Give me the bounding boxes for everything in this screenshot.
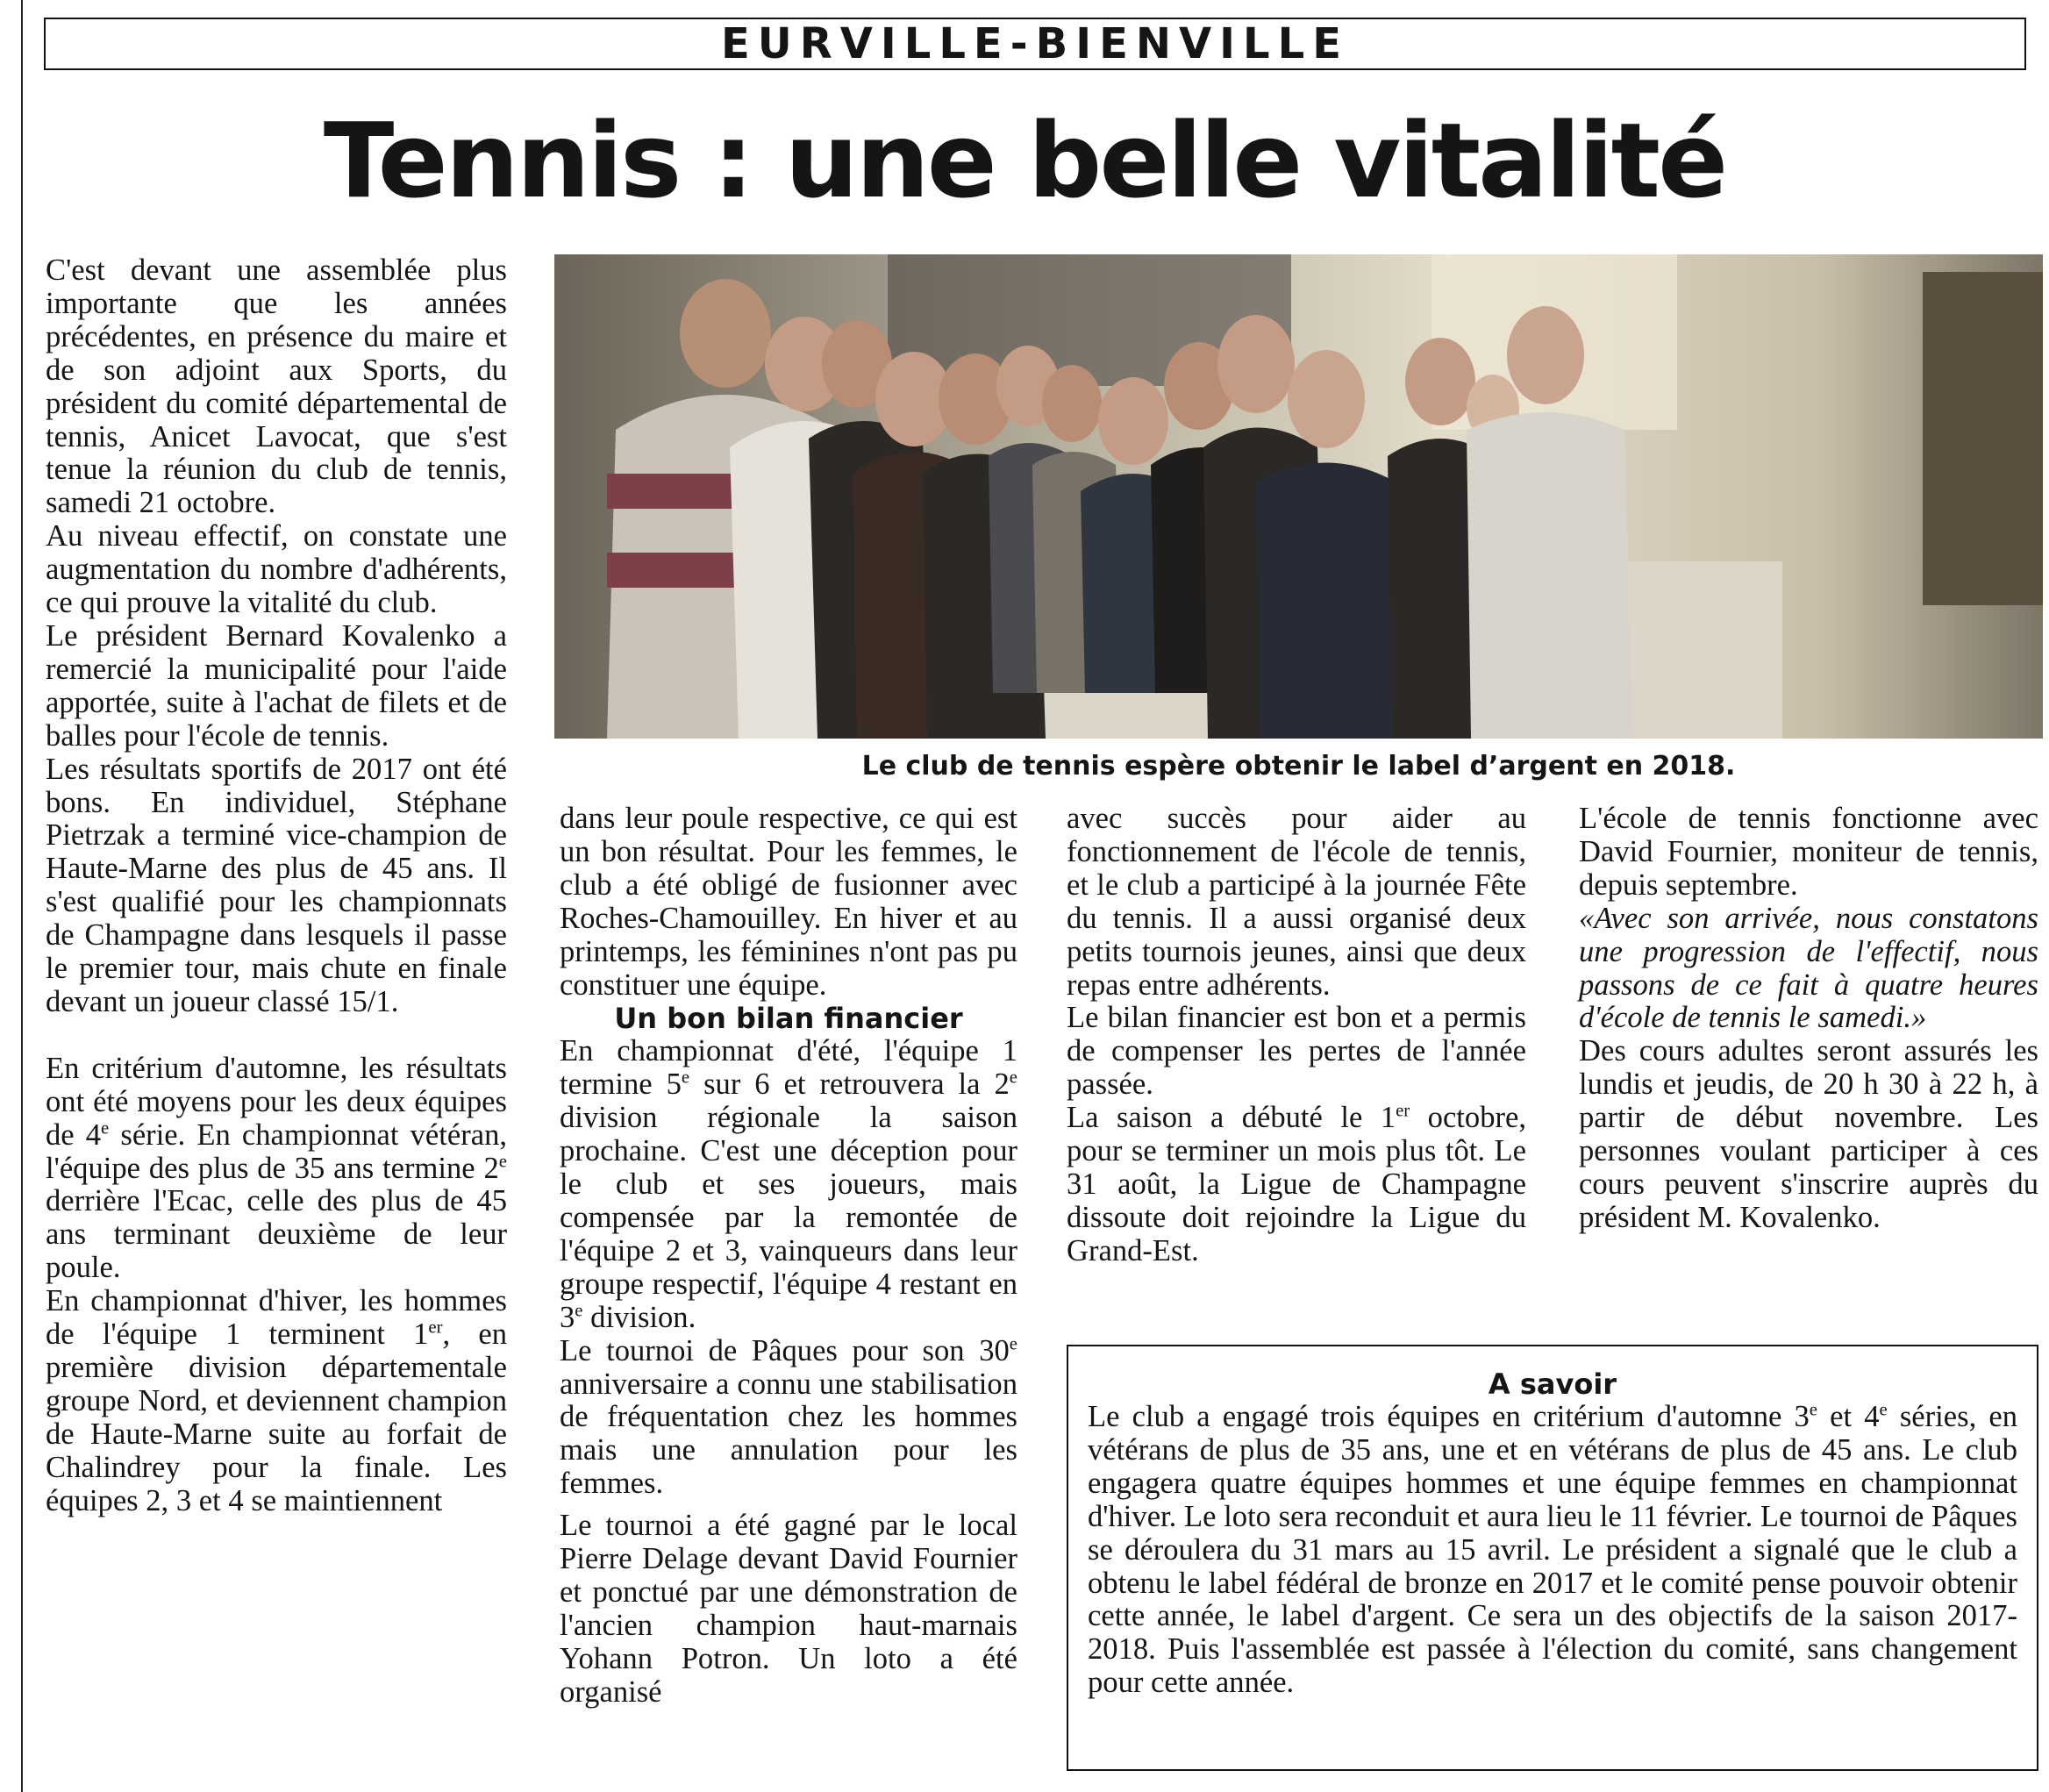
paragraph-effectif: Au niveau effectif, on constate une augmentation du nombre d'adhérents, ce qui prouve la vitalité du club. [46, 519, 507, 620]
paragraph-poule: dans leur poule respective, ce qui est un bon résultat. Pour les femmes, le club a été obligé de fusionner avec Roches-Chamouilley. En hiver et au printemps, les féminines n'ont pas pu constituer une équipe. [560, 802, 1017, 1002]
article-column-2 [560, 803, 1017, 1710]
quote-moniteur: «Avec son arrivée, nous constatons une progression de l'effectif, nous passons de ce fait à quatre heures d'école de tennis le samedi.» [1579, 901, 2038, 1035]
subheading-bilan: Un bon bilan financier [614, 1002, 963, 1036]
paragraph-cours-adultes: Des cours adultes seront assurés les lundis et jeudis, de 20 h 30 à 22 h, à partir de début novembre. Les personnes voulant participer à ces cours peuvent s'inscrire auprès du président M. Kovalenko. [1579, 1034, 2038, 1234]
paragraph-tournoi-paques: Le tournoi de Pâques pour son 30e anniversaire a connu une stabilisation de fréquentation chez les hommes mais une annulation pour les femmes. [560, 1333, 1017, 1501]
section-header [44, 18, 2026, 70]
paragraph-bilan: Le bilan financier est bon et a permis de compenser les pertes de l'année passée. [1067, 1001, 1526, 1102]
paragraph-president: Le président Bernard Kovalenko a remercié la municipalité pour l'aide apportée, suite à l'achat de filets et de balles pour l'école de tennis. [46, 618, 507, 753]
section-title: EURVILLE-BIENVILLE [721, 19, 1349, 68]
article-headline: Tennis : une belle vitalité [323, 100, 1726, 221]
page-margin-rule [21, 0, 23, 1792]
paragraph-championnat-ete: En championnat d'été, l'équipe 1 termine 5e sur 6 et retrouvera la 2e division régionale la saison prochaine. C'est une déception pour le club et ses joueurs, mais compensée par la remontée de l'équipe 2 et 3, vainqueurs dans leur groupe respectif, l'équipe 4 restant en 3e division. [560, 1034, 1017, 1334]
paragraph-tournoi-gagne: Le tournoi a été gagné par le local Pierre Delage devant David Fournier et ponctué par une démonstration de l'ancien champion haut-marnais Yohann Potron. Un loto a été organisé [560, 1509, 1017, 1709]
photo-caption: Le club de tennis espère obtenir le label d’argent en 2018. [861, 751, 1736, 782]
paragraph-saison: La saison a débuté le 1er octobre, pour se terminer un mois plus tôt. Le 31 août, la Ligue de Champagne dissoute doit rejoindre la Ligue du Grand-Est. [1067, 1101, 1526, 1267]
article-column-1 [46, 254, 507, 1518]
article-column-4 [1579, 803, 2038, 1235]
paragraph-resultats: Les résultats sportifs de 2017 ont été bons. En individuel, Stéphane Pietrzak a terminé vice-champion de Haute-Marne des plus de 45 ans. Il s'est qualifié pour les championnats de Champagne dans lesquels il passe le premier tour, mais chute en finale devant un joueur classé 15/1. [46, 752, 507, 1018]
club-group-photo [554, 254, 2043, 739]
a-savoir-text: Le club a engagé trois équipes en critérium d'automne 3e et 4e séries, en vétérans de plus de 35 ans, une et en vétérans de plus de 45 ans. Le club engagera quatre équipes hommes et une équipe femmes en championnat d'hiver. Le loto sera reconduit et aura lieu le 11 février. Le tournoi de Pâques se déroulera du 31 mars au 15 avril. Le président a signalé que le club a obtenu le label fédéral de bronze en 2017 et le comité pense pouvoir obtenir cette année, le label d'argent. Ce sera un des objectifs de la saison 2017-2018. Puis l'assemblée est passée à l'élection du comité, sans changement pour cette année. [1088, 1400, 2017, 1700]
a-savoir-box [1067, 1345, 2038, 1771]
paragraph-intro: C'est devant une assemblée plus importante que les années précédentes, en présence du maire et de son adjoint aux Sports, du président du comité départemental de tennis, Anicet Lavocat, que s'est tenue la réunion du club de tennis, samedi 21 octobre. [46, 253, 507, 520]
paragraph-ecole: L'école de tennis fonctionne avec David Fournier, moniteur de tennis, depuis septembre. [1579, 802, 2038, 902]
paragraph-championnat-hiver: En championnat d'hiver, les hommes de l'équipe 1 terminent 1er, en première division départementale groupe Nord, et deviennent champion de Haute-Marne suite au forfait de Chalindrey pour la finale. Les équipes 2, 3 et 4 se maintiennent [46, 1284, 507, 1517]
paragraph-criterium: En critérium d'automne, les résultats ont été moyens pour les deux équipes de 4e série. En championnat vétéran, l'équipe des plus de 35 ans termine 2e derrière l'Ecac, celle des plus de 45 ans terminant deuxième de leur poule. [46, 1051, 508, 1285]
paragraph-fete-tennis: avec succès pour aider au fonctionnement de l'école de tennis, et le club a participé à la journée Fête du tennis. Il a aussi organisé deux petits tournois jeunes, ainsi que deux repas entre adhérents. [1067, 802, 1526, 1002]
article-column-3 [1067, 803, 1526, 1268]
a-savoir-title: A savoir [1488, 1367, 1617, 1401]
